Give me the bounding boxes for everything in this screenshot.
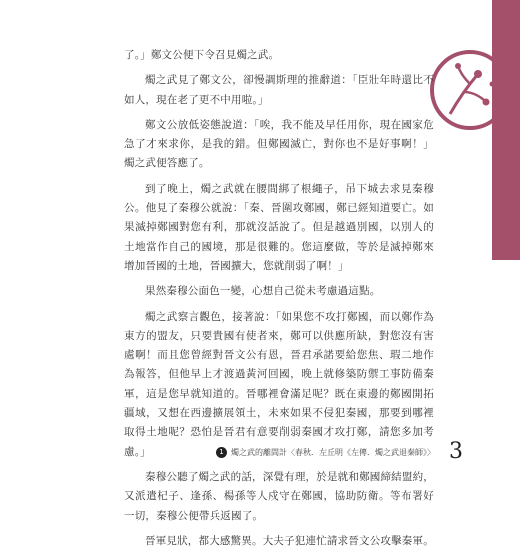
paragraph: 晉軍見狀，都大感驚異。大夫子犯連忙請求晉文公攻擊秦軍。 <box>145 534 434 547</box>
running-title: 燭之武的離間計〈春秋．左丘明《左傳．燭之武退秦師》〉 <box>231 447 435 457</box>
article-body <box>124 46 434 551</box>
paragraph: 到了晚上，燭之武就在腰間綁了根繩子，吊下城去求見秦穆公。他見了秦穆公就說：「秦、晉圍攻鄭國，鄭已經知道要亡。如果滅掉鄭國對您有利，那就沒話說了。但是越過別國，以別人的土地當作自己的國境，那是很難的。您這麼做，等於是滅掉鄭來增加晉國的土地，晉國擴大，您就削弱了啊！」 <box>124 182 434 272</box>
paragraph: 鄭文公放低姿態說道：「唉，我不能及早任用你，現在國家危急了才來求你，是我的錯。但鄭國滅亡，對你也不是好事啊！」燭之武便答應了。 <box>124 118 434 170</box>
page-footer <box>216 440 496 464</box>
paragraph: 燭之武察言觀色，接著說：「如果您不攻打鄭國，而以鄭作為東方的盟友，只要貴國有使者來，鄭可以供應所缺，對您沒有害處啊！而且您曾經對晉文公有恩，晉君承諾要給您焦、瑕二地作為報答，但他早上才渡過黃河回國，晚上就修築防禦工事防備秦軍，這是您早就知道的。晉哪裡會滿足呢？既在東邊的鄭國開拓疆域，又想在西邊擴展領土，未來如果不侵犯秦國，那要到哪裡取得土地呢？恐怕是晉君有意要削弱秦國才攻打鄭，請您多加考慮。」 <box>124 310 434 458</box>
plum-blossom-emblem-icon <box>420 40 520 140</box>
paragraph: 果然秦穆公面色一變，心想自己從未考慮過這點。 <box>145 285 381 298</box>
chapter-number-badge: 1 <box>216 447 227 458</box>
paragraph: 燭之武見了鄭文公，卻慢調斯理的推辭道：「臣壯年時還比不如人，現在老了更不中用啦。」 <box>124 74 434 106</box>
page-number: 3 <box>449 439 463 464</box>
paragraph: 秦穆公聽了燭之武的話，深覺有理，於是就和鄭國締結盟約，又派遣杞子、逢孫、楊孫等人戍守在鄭國，協助防衛。等布署好一切，秦穆公便帶兵返國了。 <box>124 470 434 522</box>
paragraph: 了。」鄭文公便下令召見燭之武。 <box>124 49 280 61</box>
